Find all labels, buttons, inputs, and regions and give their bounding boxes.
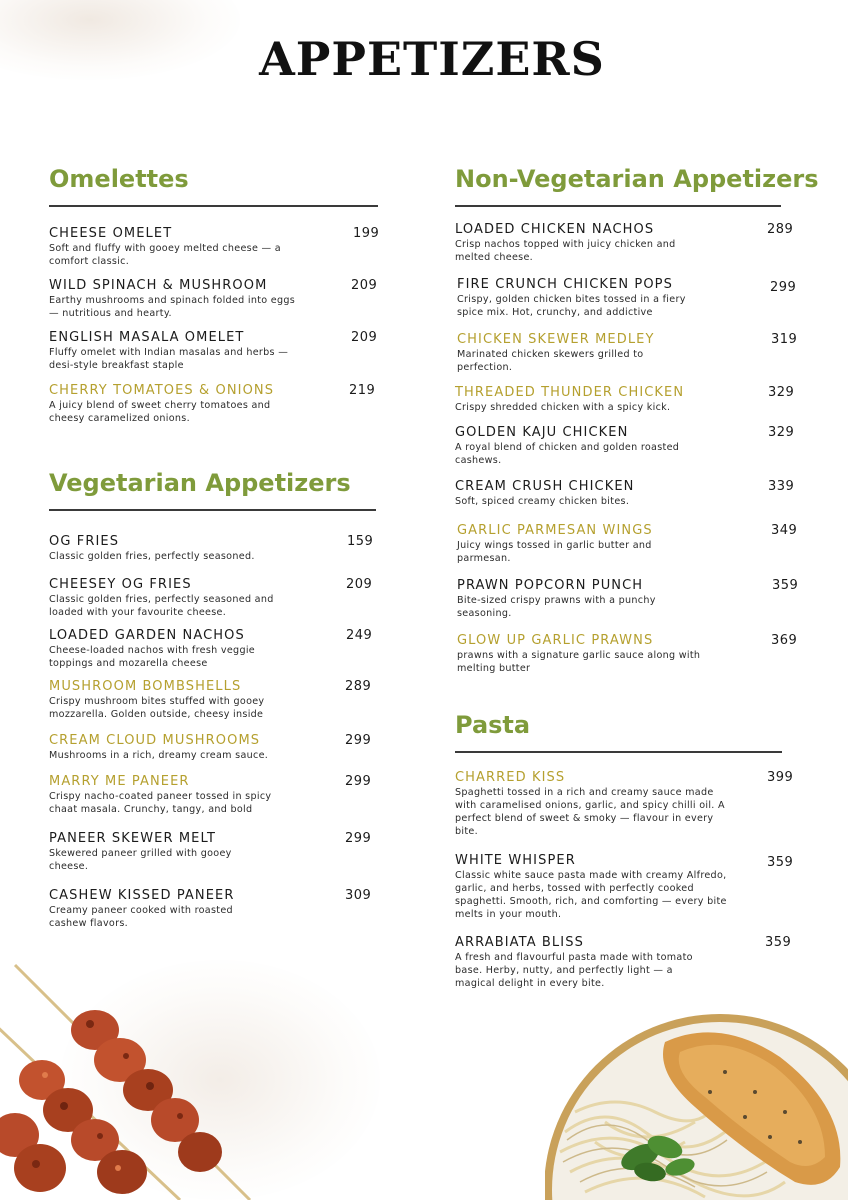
item-price: 159 bbox=[347, 534, 374, 549]
menu-item bbox=[49, 329, 379, 372]
item-price: 339 bbox=[768, 479, 795, 494]
item-price: 359 bbox=[767, 855, 794, 870]
item-name: ENGLISH MASALA OMELET bbox=[49, 330, 245, 345]
item-name: MUSHROOM BOMBSHELLS bbox=[49, 679, 242, 694]
section-title-pasta: Pasta bbox=[455, 711, 531, 739]
menu-item bbox=[49, 887, 379, 930]
item-description: Crisp nachos topped with juicy chicken and melted cheese. bbox=[455, 239, 676, 263]
item-name: CHEESEY OG FRIES bbox=[49, 577, 192, 592]
section-title-vegetarian: Vegetarian Appetizers bbox=[49, 469, 351, 497]
item-name: CHARRED KISS bbox=[455, 770, 566, 785]
item-price: 299 bbox=[345, 831, 372, 846]
item-price: 299 bbox=[345, 774, 372, 789]
section-title-nonveg: Non-Vegetarian Appetizers bbox=[455, 165, 819, 193]
menu-item bbox=[49, 773, 379, 816]
item-price: 299 bbox=[770, 280, 797, 295]
item-description: Marinated chicken skewers grilled to perfection. bbox=[457, 349, 644, 373]
item-name: WILD SPINACH & MUSHROOM bbox=[49, 278, 268, 293]
menu-item bbox=[455, 384, 805, 414]
item-price: 329 bbox=[768, 385, 795, 400]
item-name: CREAM CLOUD MUSHROOMS bbox=[49, 733, 261, 748]
item-price: 219 bbox=[349, 383, 376, 398]
item-name: LOADED GARDEN NACHOS bbox=[49, 628, 245, 643]
menu-item bbox=[457, 522, 807, 565]
vegetarian-section bbox=[49, 466, 379, 930]
menu-item bbox=[455, 769, 805, 838]
item-name: GARLIC PARMESAN WINGS bbox=[457, 523, 653, 538]
item-name: CHICKEN SKEWER MEDLEY bbox=[457, 332, 655, 347]
section-divider bbox=[455, 751, 782, 753]
item-name: PRAWN POPCORN PUNCH bbox=[457, 578, 644, 593]
item-description: Juicy wings tossed in garlic butter and parmesan. bbox=[457, 540, 652, 564]
item-price: 289 bbox=[767, 222, 794, 237]
section-title-omelettes: Omelettes bbox=[49, 165, 189, 193]
nonveg-section bbox=[455, 162, 819, 675]
menu-item bbox=[49, 576, 379, 619]
menu-item bbox=[457, 577, 807, 620]
item-name: CHEESE OMELET bbox=[49, 226, 173, 241]
menu-item bbox=[455, 852, 805, 921]
item-price: 349 bbox=[771, 523, 798, 538]
menu-item bbox=[49, 277, 379, 320]
pasta-section bbox=[455, 708, 805, 990]
item-price: 299 bbox=[345, 733, 372, 748]
menu-item bbox=[457, 331, 807, 374]
menu-item bbox=[49, 382, 379, 425]
menu-item bbox=[49, 627, 379, 670]
item-description: Crispy shredded chicken with a spicy kick. bbox=[455, 402, 671, 413]
menu-item bbox=[457, 276, 807, 319]
item-price: 209 bbox=[351, 330, 378, 345]
item-name: ARRABIATA BLISS bbox=[455, 935, 584, 950]
page-title: APPETIZERS bbox=[259, 32, 605, 86]
item-description: Classic golden fries, perfectly seasoned. bbox=[49, 551, 255, 562]
menu-item bbox=[49, 225, 379, 268]
menu-item bbox=[49, 732, 379, 762]
item-price: 399 bbox=[767, 770, 794, 785]
pasta-plate-illustration bbox=[545, 1012, 848, 1200]
menu-item bbox=[455, 478, 805, 508]
item-description: Soft and fluffy with gooey melted cheese — a comfort classic. bbox=[49, 243, 281, 267]
menu-item bbox=[49, 678, 379, 721]
item-description: Skewered paneer grilled with gooey cheese. bbox=[49, 848, 232, 872]
item-name: FIRE CRUNCH CHICKEN POPS bbox=[457, 277, 673, 292]
item-price: 319 bbox=[771, 332, 798, 347]
item-name: GLOW UP GARLIC PRAWNS bbox=[457, 633, 654, 648]
item-name: LOADED CHICKEN NACHOS bbox=[455, 222, 655, 237]
omelettes-section bbox=[49, 162, 379, 425]
item-name: CHERRY TOMATOES & ONIONS bbox=[49, 383, 275, 398]
chicken-pieces bbox=[0, 1010, 222, 1194]
item-description: prawns with a signature garlic sauce along with melting butter bbox=[457, 650, 701, 674]
item-name: CREAM CRUSH CHICKEN bbox=[455, 479, 635, 494]
item-description: A fresh and flavourful pasta made with tomato base. Herby, nutty, and perfectly light — a magical delight in every bite. bbox=[455, 952, 693, 989]
item-description: Classic golden fries, perfectly seasoned and loaded with your favourite cheese. bbox=[49, 594, 274, 618]
item-description: Spaghetti tossed in a rich and creamy sauce made with caramelised onions, garlic, and spicy chilli oil. A perfect blend of sweet & smoky — flavour in every bite. bbox=[455, 787, 725, 837]
item-description: A royal blend of chicken and golden roasted cashews. bbox=[455, 442, 680, 466]
chicken-skewers-illustration bbox=[0, 960, 260, 1200]
item-price: 359 bbox=[772, 578, 799, 593]
item-price: 309 bbox=[345, 888, 372, 903]
item-description: A juicy blend of sweet cherry tomatoes and cheesy caramelized onions. bbox=[49, 400, 271, 424]
left-column bbox=[49, 162, 379, 930]
item-name: CASHEW KISSED PANEER bbox=[49, 888, 235, 903]
item-name: GOLDEN KAJU CHICKEN bbox=[455, 425, 629, 440]
item-name: MARRY ME PANEER bbox=[49, 774, 190, 789]
menu-item bbox=[455, 221, 805, 264]
section-divider bbox=[49, 205, 378, 207]
item-name: PANEER SKEWER MELT bbox=[49, 831, 217, 846]
item-description: Crispy, golden chicken bites tossed in a fiery spice mix. Hot, crunchy, and addictive bbox=[457, 294, 686, 318]
item-name: THREADED THUNDER CHICKEN bbox=[455, 385, 685, 400]
item-description: Crispy mushroom bites stuffed with gooey mozzarella. Golden outside, cheesy inside bbox=[49, 696, 265, 720]
item-price: 369 bbox=[771, 633, 798, 648]
item-description: Classic white sauce pasta made with creamy Alfredo, garlic, and herbs, tossed with perfectly cooked spaghetti. Smooth, rich, and comforting — every bite melts in your mouth. bbox=[455, 870, 727, 920]
item-description: Earthy mushrooms and spinach folded into eggs — nutritious and hearty. bbox=[49, 295, 296, 319]
item-description: Cheese-loaded nachos with fresh veggie toppings and mozarella cheese bbox=[49, 645, 255, 669]
section-divider bbox=[455, 205, 781, 207]
menu-item bbox=[49, 533, 379, 563]
item-description: Mushrooms in a rich, dreamy cream sauce. bbox=[49, 750, 269, 761]
item-name: OG FRIES bbox=[49, 534, 120, 549]
item-description: Creamy paneer cooked with roasted cashew flavors. bbox=[49, 905, 233, 929]
item-price: 359 bbox=[765, 935, 792, 950]
menu-item bbox=[455, 934, 805, 990]
item-price: 289 bbox=[345, 679, 372, 694]
menu-item bbox=[457, 632, 807, 675]
item-description: Fluffy omelet with Indian masalas and herbs — desi-style breakfast staple bbox=[49, 347, 289, 371]
item-description: Bite-sized crispy prawns with a punchy seasoning. bbox=[457, 595, 656, 619]
item-price: 249 bbox=[346, 628, 373, 643]
menu-item bbox=[455, 424, 805, 467]
item-price: 209 bbox=[346, 577, 373, 592]
item-description: Crispy nacho-coated paneer tossed in spicy chaat masala. Crunchy, tangy, and bold bbox=[49, 791, 272, 815]
menu-item bbox=[49, 830, 379, 873]
right-column bbox=[455, 162, 819, 990]
section-divider bbox=[49, 509, 376, 511]
item-description: Soft, spiced creamy chicken bites. bbox=[455, 496, 630, 507]
item-price: 199 bbox=[353, 226, 380, 241]
item-name: WHITE WHISPER bbox=[455, 853, 576, 868]
item-price: 209 bbox=[351, 278, 378, 293]
item-price: 329 bbox=[768, 425, 795, 440]
